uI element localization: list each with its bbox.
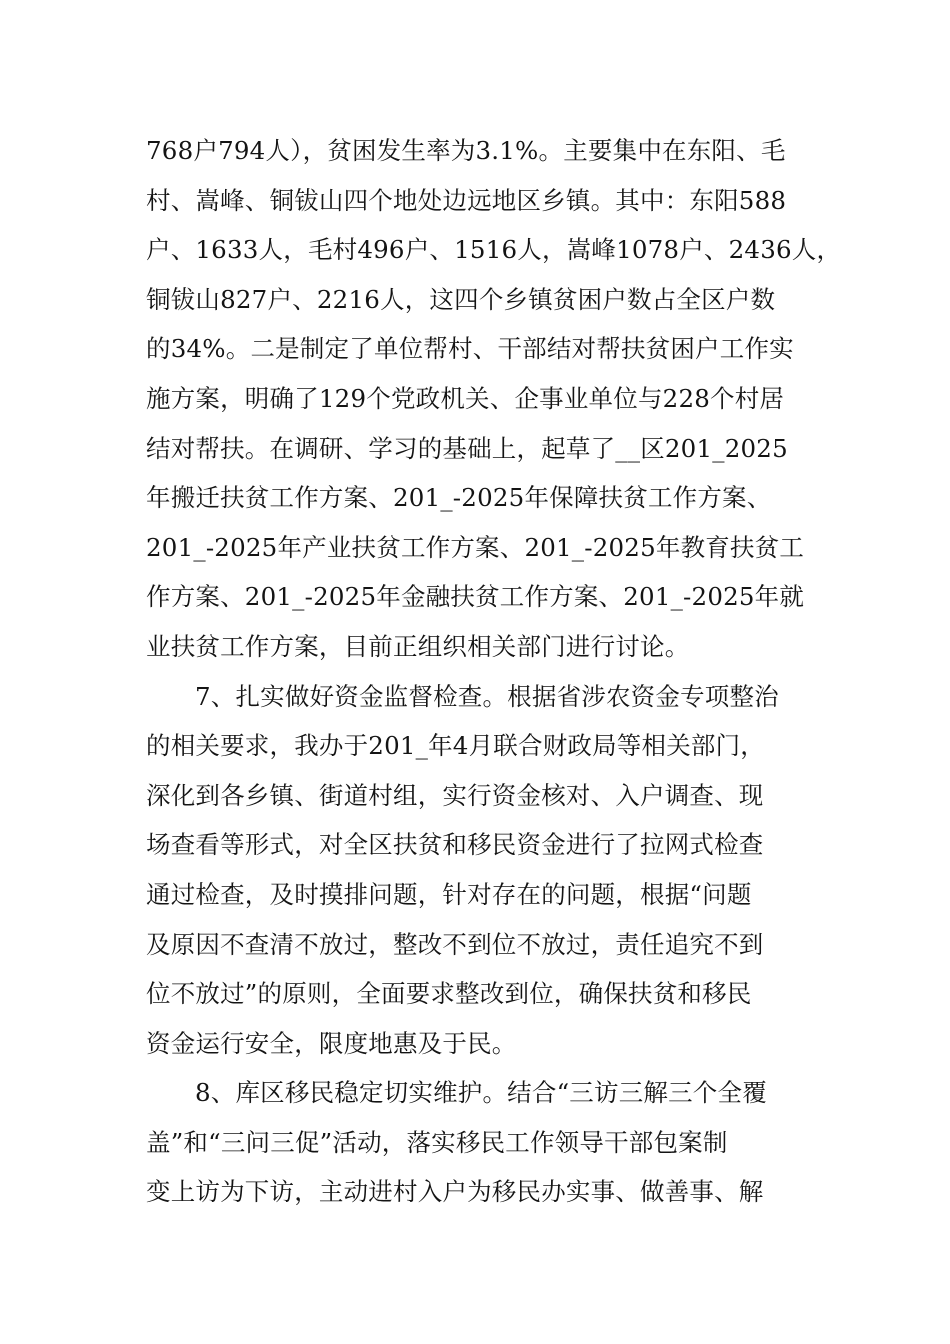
paragraph-start-line: 7、扎实做好资金监督检查。根据省涉农资金专项整治	[195, 681, 779, 711]
text-line: 施方案，明确了129个党政机关、企事业单位与228个村居	[146, 383, 785, 413]
text-line: 及原因不查清不放过，整改不到位不放过，责任追究不到	[146, 929, 764, 959]
text-line: 变上访为下访，主动进村入户为移民办实事、做善事、解	[146, 1177, 764, 1207]
text-line: 位不放过”的原则，全面要求整改到位，确保扶贫和移民	[146, 979, 752, 1009]
text-line: 结对帮扶。在调研、学习的基础上，起草了__区201_2025	[146, 433, 788, 463]
text-line: 深化到各乡镇、街道村组，实行资金核对、入户调查、现	[146, 780, 764, 810]
text-line: 资金运行安全，限度地惠及于民。	[146, 1028, 517, 1058]
text-line: 的相关要求，我办于201_年4月联合财政局等相关部门，	[146, 731, 765, 761]
text-line: 通过检查，及时摸排问题，针对存在的问题，根据“问题	[146, 879, 752, 909]
text-line: 的34%。二是制定了单位帮村、干部结对帮扶贫困户工作实	[146, 334, 794, 364]
text-line: 作方案、201_-2025年金融扶贫工作方案、201_-2025年就	[146, 582, 805, 612]
text-line: 场查看等形式，对全区扶贫和移民资金进行了拉网式检查	[146, 830, 764, 860]
text-line: 户、1633人，毛村496户、1516人，嵩峰1078户、2436人，	[146, 235, 842, 265]
text-line: 盖”和“三问三促”活动，落实移民工作领导干部包案制	[146, 1127, 728, 1157]
text-line: 年搬迁扶贫工作方案、201_-2025年保障扶贫工作方案、	[146, 483, 772, 513]
text-line: 768户794人），贫困发生率为3.1%。主要集中在东阳、毛	[146, 136, 786, 165]
text-line: 铜钹山827户、2216人，这四个乡镇贫困户数占全区户数	[146, 284, 776, 314]
text-line: 村、嵩峰、铜钹山四个地处边远地区乡镇。其中：东阳588	[146, 185, 787, 215]
document-body	[146, 126, 842, 1217]
text-line: 业扶贫工作方案，目前正组织相关部门进行讨论。	[146, 631, 690, 661]
text-line: 201_-2025年产业扶贫工作方案、201_-2025年教育扶贫工	[146, 532, 805, 562]
paragraph-start-line: 8、库区移民稳定切实维护。结合“三访三解三个全覆	[195, 1078, 767, 1108]
